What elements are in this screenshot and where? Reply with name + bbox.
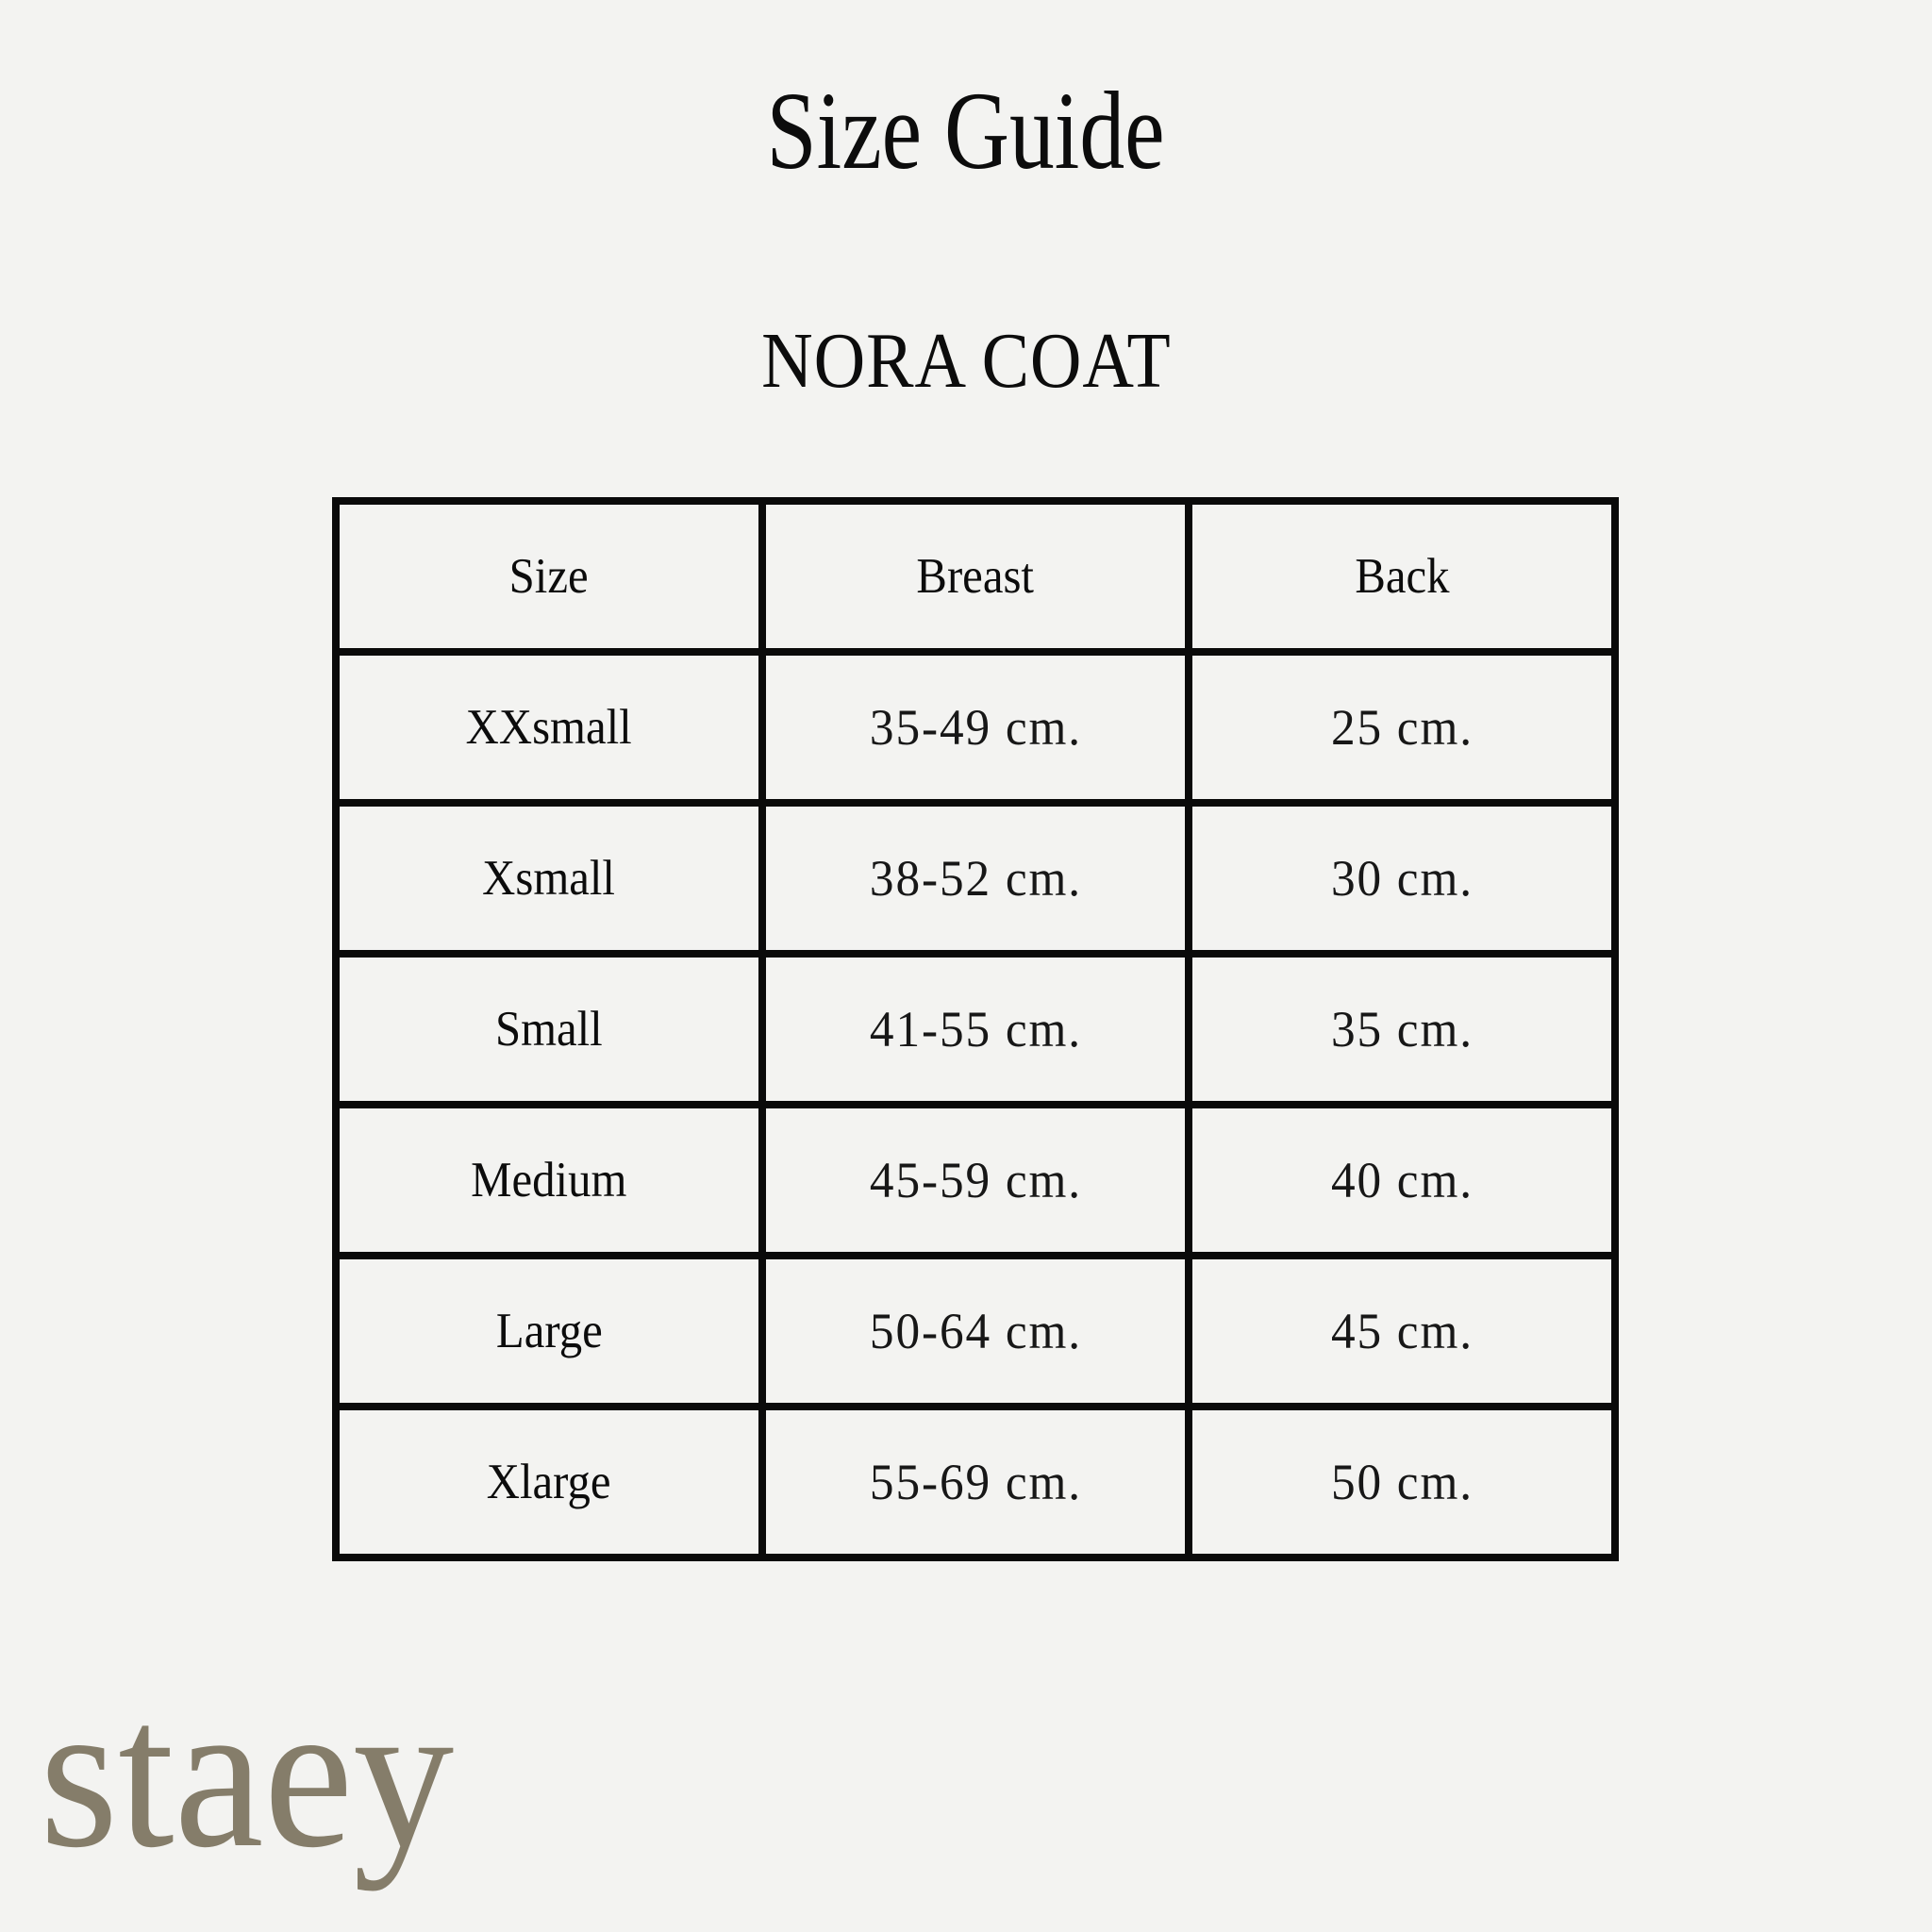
column-header-size: Size <box>336 501 762 652</box>
back-cell: 40 cm. <box>1189 1105 1615 1256</box>
table-row <box>336 1105 1615 1256</box>
breast-cell: 38-52 cm. <box>762 803 1189 954</box>
breast-cell: 45-59 cm. <box>762 1105 1189 1256</box>
breast-cell: 35-49 cm. <box>762 652 1189 803</box>
product-name <box>0 317 1932 405</box>
size-cell: Xlarge <box>336 1407 762 1557</box>
breast-cell: 50-64 cm. <box>762 1256 1189 1407</box>
page-title-text: Size Guide <box>766 69 1166 192</box>
size-cell: Xsmall <box>336 803 762 954</box>
column-header-breast: Breast <box>762 501 1189 652</box>
back-cell: 30 cm. <box>1189 803 1615 954</box>
table-row <box>336 1407 1615 1557</box>
size-cell: Medium <box>336 1105 762 1256</box>
back-cell: 35 cm. <box>1189 954 1615 1105</box>
brand-logo-text: staey <box>40 1656 455 1891</box>
size-table <box>332 497 1619 1561</box>
size-cell: XXsmall <box>336 652 762 803</box>
breast-cell: 41-55 cm. <box>762 954 1189 1105</box>
table-row <box>336 1256 1615 1407</box>
breast-cell: 55-69 cm. <box>762 1407 1189 1557</box>
product-name-text: NORA COAT <box>760 317 1172 405</box>
table-row <box>336 803 1615 954</box>
table-row <box>336 954 1615 1105</box>
brand-logo <box>40 1656 475 1891</box>
table-row <box>336 652 1615 803</box>
table-header-row <box>336 501 1615 652</box>
back-cell: 50 cm. <box>1189 1407 1615 1557</box>
size-cell: Small <box>336 954 762 1105</box>
column-header-back: Back <box>1189 501 1615 652</box>
back-cell: 45 cm. <box>1189 1256 1615 1407</box>
back-cell: 25 cm. <box>1189 652 1615 803</box>
size-cell: Large <box>336 1256 762 1407</box>
page-title <box>0 69 1932 192</box>
